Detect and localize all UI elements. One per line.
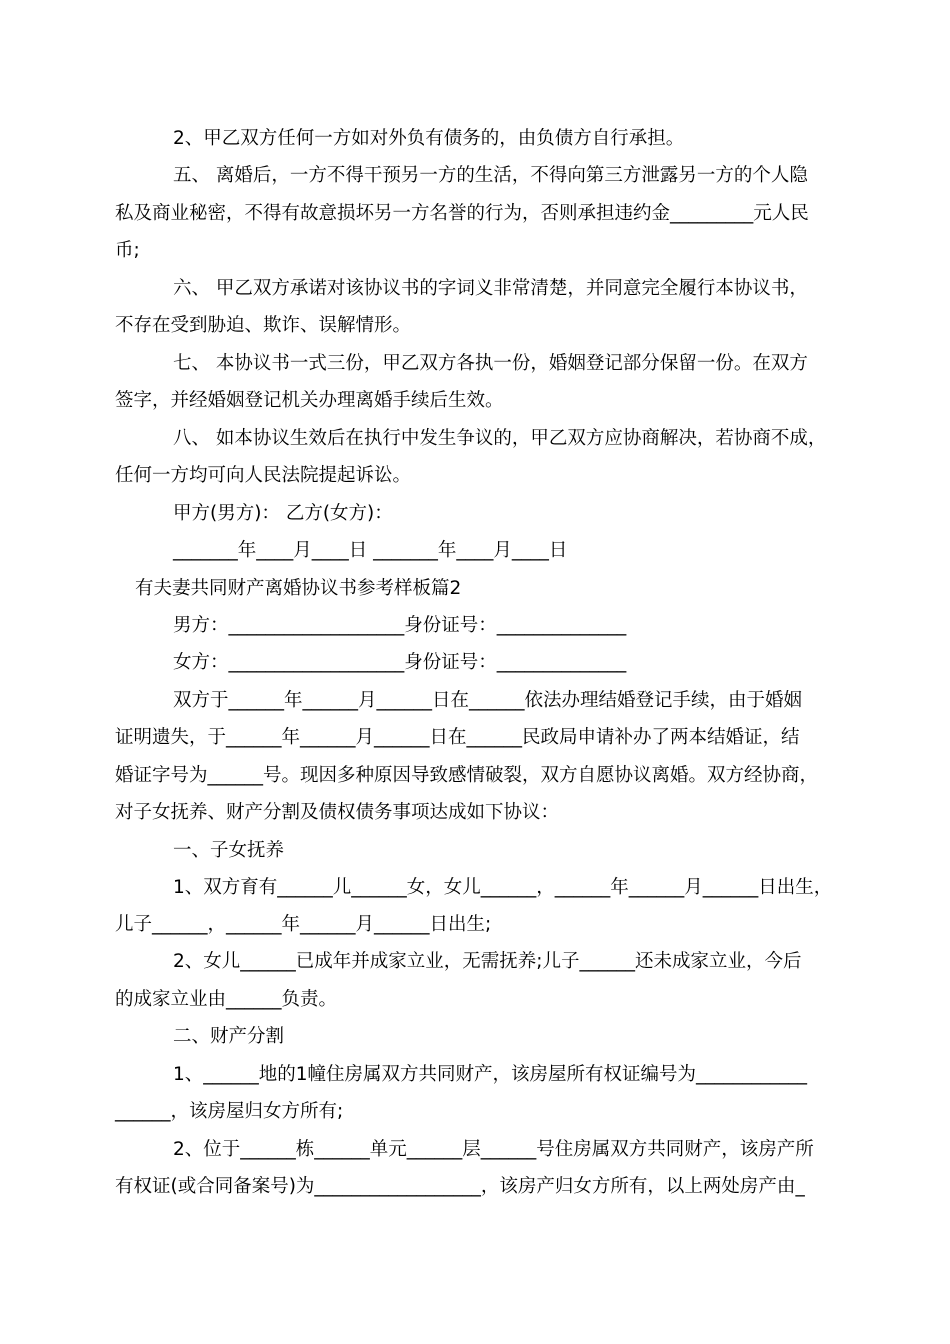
intro-line-4: 对子女抚养、财产分割及债权债务事项达成如下协议： (115, 802, 560, 823)
female-party-field: 女方：___________________身份证号：______________ (173, 652, 627, 673)
signature-parties: 甲方(男方)： 乙方(女方)： (173, 503, 393, 524)
property-clause-2-line-2: 有权证(或合同备案号)为__________________，该房产归女方所有，以上两处房产由_ (115, 1176, 805, 1197)
child-clause-1-line-1: 1、双方育有______儿______女，女儿______，______年______月______日出生， (173, 877, 833, 898)
clause-7-line-1: 七、 本协议书一式三份，甲乙双方各执一份，婚姻登记部分保留一份。在双方 (173, 353, 808, 374)
intro-line-3: 婚证字号为______号。现因多种原因导致感情破裂，双方自愿协议离婚。双方经协商， (115, 765, 819, 786)
clause-5-line-1: 五、 离婚后，一方不得干预另一方的生活，不得向第三方泄露另一方的个人隐 (173, 165, 808, 186)
clause-2-debts: 2、甲乙双方任何一方如对外负有债务的，由负债方自行承担。 (173, 128, 685, 149)
signature-dates: _______年____月____日 _______年____月____日 (173, 540, 568, 561)
child-clause-2-line-2: 的成家立业由______负责。 (115, 989, 338, 1010)
clause-6-line-2: 不存在受到胁迫、欺诈、误解情形。 (115, 315, 412, 336)
heading-child-support: 一、子女抚养 (173, 840, 285, 861)
property-clause-1-line-2: ______，该房屋归女方所有; (115, 1101, 344, 1122)
clause-5-line-3: 币; (115, 240, 140, 261)
clause-8-line-1: 八、 如本协议生效后在执行中发生争议的，甲乙双方应协商解决，若协商不成， (173, 428, 827, 449)
property-clause-2-line-1: 2、位于______栋______单元______层______号住房属双方共同财产，该房产所 (173, 1139, 814, 1160)
property-clause-1-line-1: 1、______地的1幢住房属双方共同财产，该房屋所有权证编号为____________ (173, 1064, 808, 1085)
intro-line-2: 证明遗失，于______年______月______日在______民政局申请补办了两本结婚证，结 (115, 727, 800, 748)
heading-property-division: 二、财产分割 (173, 1026, 285, 1047)
clause-7-line-2: 签字，并经婚姻登记机关办理离婚手续后生效。 (115, 390, 504, 411)
intro-line-1: 双方于______年______月______日在______依法办理结婚登记手续，由于婚姻 (173, 690, 803, 711)
section-title: 有夫妻共同财产离婚协议书参考样板篇2 (135, 578, 462, 599)
clause-6-line-1: 六、 甲乙双方承诺对该协议书的字词义非常清楚，并同意完全履行本协议书， (173, 278, 808, 299)
child-clause-1-line-2: 儿子______，______年______月______日出生; (115, 914, 492, 935)
clause-5-line-2: 私及商业秘密，不得有故意损坏另一方名誉的行为，否则承担违约金_________元人民 (115, 203, 809, 224)
male-party-field: 男方：___________________身份证号：______________ (173, 615, 627, 636)
child-clause-2-line-1: 2、女儿______已成年并成家立业，无需抚养;儿子______还未成家立业，今后 (173, 951, 802, 972)
clause-8-line-2: 任何一方均可向人民法院提起诉讼。 (115, 465, 412, 486)
